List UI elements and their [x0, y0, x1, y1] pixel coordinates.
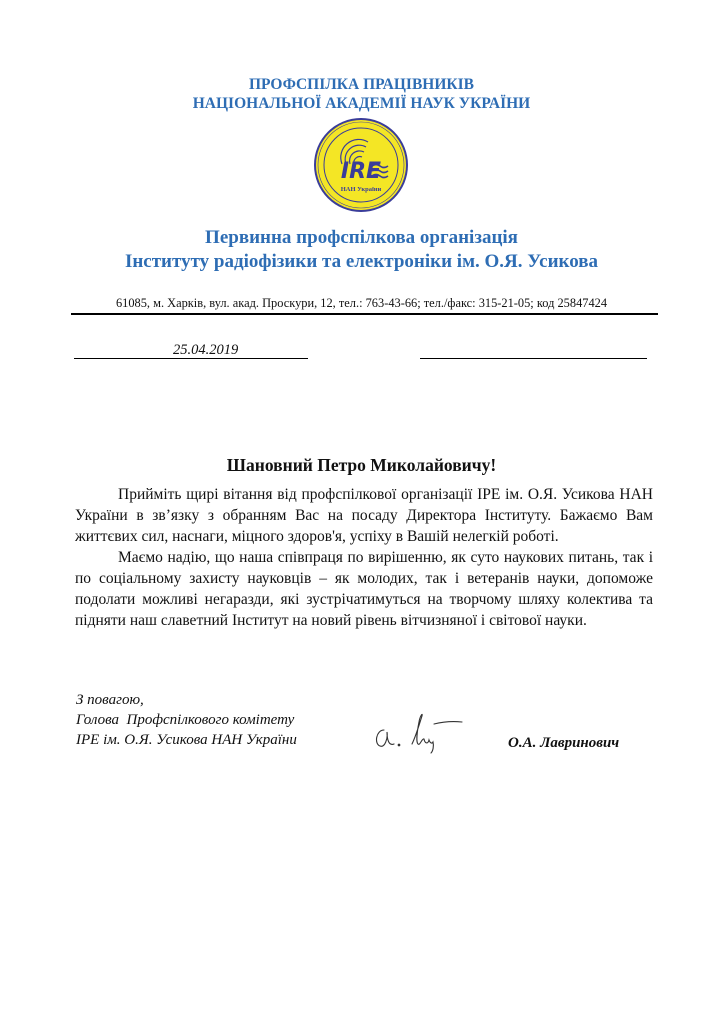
- reference-field-line: [420, 342, 647, 359]
- org-title-line2: Інституту радіофізики та електроніки ім. О.Я. Усикова: [124, 251, 599, 272]
- union-title-line1: ПРОФСПІЛКА ПРАЦІВНИКІВ: [248, 76, 474, 93]
- date-field: [74, 342, 308, 358]
- logo-bottom-text: НАН України: [340, 186, 382, 193]
- body-paragraph: Маємо надію, що наша співпраця по вирішенню, як суто наукових питань, так і по соціальному захисту науковців – як молодих, так і ветеранів науки, допоможе подолати можливі негаразди, які зустрічатимуться на творчому шляху колектива та підняти наш славетний Інститут на новий рівень вітчизняної і світової науки.: [75, 549, 653, 629]
- ire-emblem-icon: [312, 116, 410, 214]
- logo-center-text: IRE: [340, 159, 382, 184]
- signer-organization: ІРЕ ім. О.Я. Усикова НАН України: [76, 732, 297, 748]
- letter-body: [75, 484, 653, 631]
- org-title-line1: Первинна профспілкова організація: [205, 227, 518, 248]
- contact-address: 61085, м. Харків, вул. акад. Проскури, 12, тел.: 763-43-66; тел./факс: 315-21-05; код 25847424: [115, 296, 608, 310]
- handwritten-signature-icon: [372, 706, 467, 756]
- body-paragraph: Прийміть щирі вітання від профспілкової організації ІРЕ ім. О.Я. Усикова НАН України в зв’язку з обранням Вас на посаду Директора Інституту. Бажаємо Вам життєвих сил, наснаги, міцного здоров'я, успіху в Вашій нелегкій роботі.: [75, 486, 653, 545]
- header-divider: [71, 313, 658, 315]
- union-title-line2: НАЦІОНАЛЬНОЇ АКАДЕМІЇ НАУК УКРАЇНИ: [192, 95, 531, 112]
- date-value: 25.04.2019: [173, 342, 239, 358]
- salutation: Шановний Петро Миколайовичу!: [226, 455, 497, 475]
- signer-name: О.А. Лавринович: [508, 735, 620, 751]
- closing-block: [76, 690, 297, 750]
- closing-regards: З повагою,: [76, 692, 144, 708]
- signer-position: Голова Профспілкового комітету: [76, 712, 295, 728]
